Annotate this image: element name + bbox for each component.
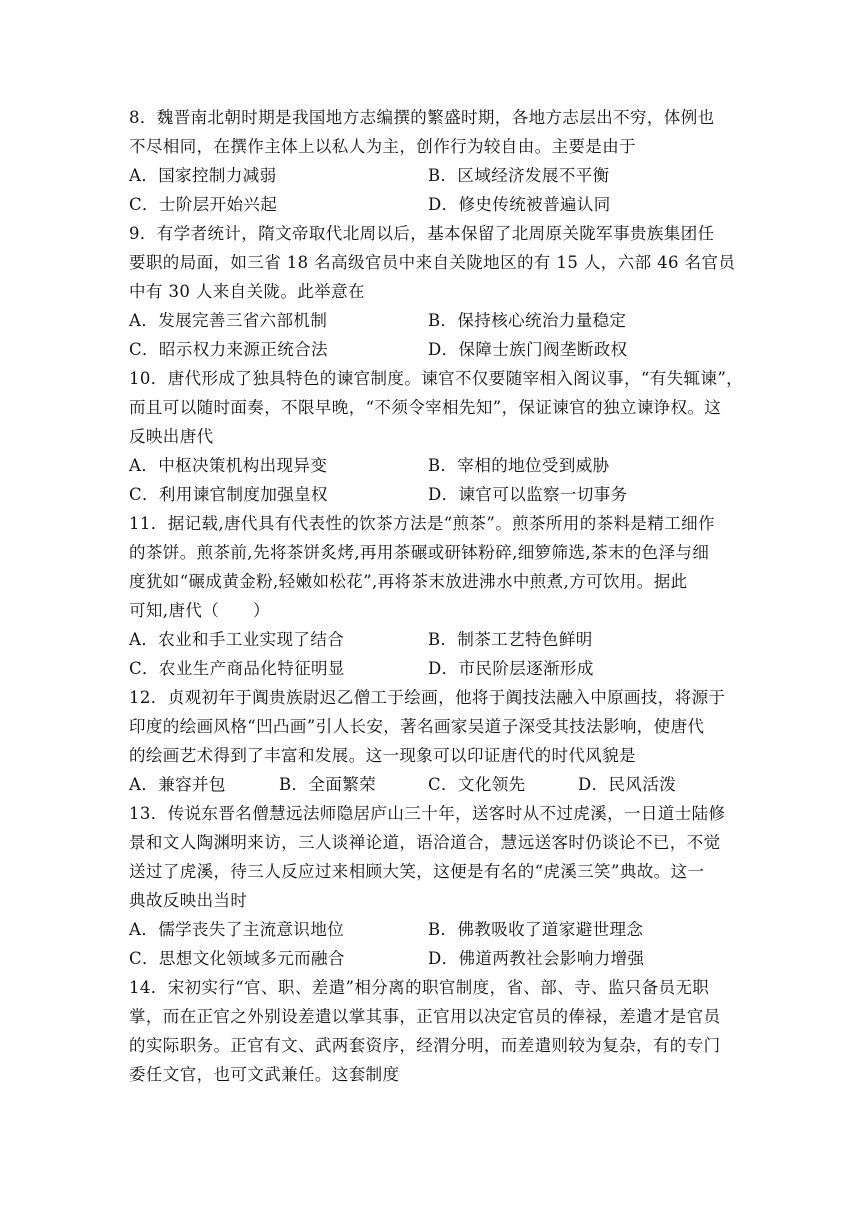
- question-12: [129, 683, 735, 799]
- question-8-options: [129, 161, 735, 219]
- question-12-stem-line: 的绘画艺术得到了丰富和发展。这一现象可以印证唐代的时代风貌是: [129, 746, 636, 765]
- option-b: B．宰相的地位受到威胁: [428, 456, 610, 475]
- question-14: [129, 973, 735, 1089]
- option-c: C．农业生产商品化特征明显: [129, 659, 345, 678]
- question-10: [129, 364, 744, 509]
- question-13-stem-line: 送过了虎溪，待三人反应过来相顾大笑，这便是有名的“虎溪三笑”典故。这一: [129, 862, 705, 881]
- question-14-stem-line: 的实际职务。正官有文、武两套资序，经渭分明，而差遣则较为复杂，有的专门: [129, 1036, 721, 1055]
- question-12-stem-line: 印度的绘画风格“凹凸画”引人长安，著名画家吴道子深受其技法影响，使唐代: [129, 717, 705, 736]
- question-11-stem-line: 可知,唐代（ ）: [129, 601, 270, 620]
- question-8-stem-line: 不尽相同，在撰作主体上以私人为主，创作行为较自由。主要是由于: [129, 137, 636, 156]
- option-a: A．国家控制力减弱: [129, 166, 277, 185]
- option-d: D．谏官可以监察一切事务: [428, 485, 628, 504]
- question-9-options: [129, 306, 735, 364]
- question-14-stem-line: 委任文官，也可文武兼任。这套制度: [129, 1065, 400, 1084]
- option-a: A．农业和手工业实现了结合: [129, 630, 345, 649]
- option-c: C．思想文化领域多元而融合: [129, 949, 345, 968]
- option-b: B．区域经济发展不平衡: [428, 166, 610, 185]
- question-10-stem-line: 而且可以随时面奏，不限早晚，“不须令宰相先知”，保证谏官的独立谏诤权。这: [129, 398, 722, 417]
- question-9: [129, 219, 735, 364]
- question-13-stem-line: 景和文人陶渊明来访，三人谈禅论道，语洽道合，慧远送客时仍谈论不已，不觉: [129, 833, 721, 852]
- question-11-stem-line: 度犹如“碾成黄金粉,轻嫩如松花”,再将茶末放进沸水中煎煮,方可饮用。据此: [129, 572, 688, 591]
- question-13-options: [129, 915, 735, 973]
- option-a: A．发展完善三省六部机制: [129, 311, 328, 330]
- question-8: [129, 103, 735, 219]
- question-11-stem-line: 的茶饼。煎茶前,先将茶饼炙烤,再用茶碾或研钵粉碎,细箩筛选,茶末的色泽与细: [129, 543, 710, 562]
- option-c: C．文化领先: [428, 775, 526, 794]
- question-12-options: [129, 770, 735, 799]
- option-b: B．全面繁荣: [279, 775, 377, 794]
- option-b: B．佛教吸收了道家避世理念: [428, 920, 644, 939]
- exam-page: [129, 103, 744, 1089]
- option-b: B．保持核心统治力量稳定: [428, 311, 627, 330]
- question-11-stem-line: 11．据记载,唐代具有代表性的饮茶方法是“煎茶”。煎茶所用的茶料是精工细作: [129, 514, 715, 533]
- option-d: D．保障士族门阀垄断政权: [428, 340, 628, 359]
- option-b: B．制茶工艺特色鲜明: [428, 630, 593, 649]
- option-a: A．中枢决策机构出现异变: [129, 456, 328, 475]
- question-14-stem-line: 掌，而在正官之外别设差遣以掌其事，正官用以决定官员的俸禄，差遣才是官员: [129, 1007, 721, 1026]
- option-a: A．兼容并包: [129, 775, 226, 794]
- question-13-stem-line: 13．传说东晋名僧慧远法师隐居庐山三十年，送客时从不过虎溪，一日道士陆修: [129, 804, 726, 823]
- question-11: [129, 509, 735, 683]
- option-d: D．市民阶层逐渐形成: [428, 659, 594, 678]
- question-10-stem-line: 反映出唐代: [129, 427, 214, 446]
- option-a: A．儒学丧失了主流意识地位: [129, 920, 345, 939]
- question-11-options: [129, 625, 735, 683]
- question-13-stem-line: 典故反映出当时: [129, 891, 248, 910]
- option-c: C．利用谏官制度加强皇权: [129, 485, 328, 504]
- question-12-stem-line: 12．贞观初年于阗贵族尉迟乙僧工于绘画，他将于阗技法融入中原画技，将源于: [129, 688, 726, 707]
- question-9-stem-line: 要职的局面，如三省 18 名高级官员中来自关陇地区的有 15 人，六部 46 名官员: [129, 253, 736, 272]
- option-d: D．修史传统被普遍认同: [428, 195, 611, 214]
- question-10-stem-line: 10．唐代形成了独具特色的谏官制度。谏官不仅要随宰相入阁议事，“有失辄谏”，: [129, 369, 744, 388]
- question-14-stem-line: 14．宋初实行“官、职、差遣”相分离的职官制度，省、部、寺、监只备员无职: [129, 978, 710, 997]
- question-13: [129, 799, 735, 973]
- question-10-options: [129, 451, 735, 509]
- option-c: C．昭示权力来源正统合法: [129, 340, 328, 359]
- option-c: C．士阶层开始兴起: [129, 195, 278, 214]
- question-9-stem-line: 中有 30 人来自关陇。此举意在: [129, 282, 365, 301]
- option-d: D．佛道两教社会影响力增强: [428, 949, 645, 968]
- question-9-stem-line: 9．有学者统计，隋文帝取代北周以后，基本保留了北周原关陇军事贵族集团任: [129, 224, 715, 243]
- option-d: D．民风活泼: [578, 775, 677, 794]
- question-8-stem-line: 8．魏晋南北朝时期是我国地方志编撰的繁盛时期，各地方志层出不穷，体例也: [129, 108, 715, 127]
